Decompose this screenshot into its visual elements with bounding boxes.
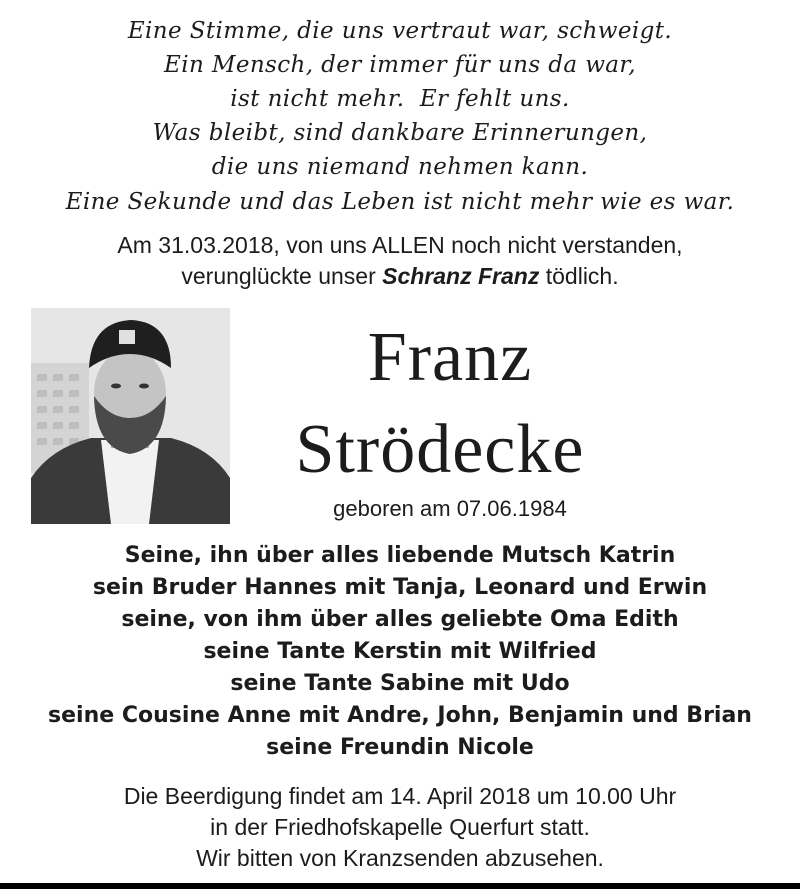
mourner-line: Seine, ihn über alles liebende Mutsch Katrin xyxy=(124,543,676,568)
mourner-line: seine Freundin Nicole xyxy=(266,735,534,760)
portrait-photo xyxy=(31,308,230,524)
memorial-verse xyxy=(0,14,800,184)
verse-line: die uns niemand nehmen kann. xyxy=(211,154,589,180)
verse-line: ist nicht mehr. Er fehlt uns. xyxy=(230,86,570,112)
deceased-first-name: Franz xyxy=(367,319,533,396)
verse-closing: Eine Sekunde und das Leben ist nicht mehr wie es war. xyxy=(65,189,735,215)
birth-date: geboren am 07.06.1984 xyxy=(333,496,567,521)
mourner-line: seine Tante Kerstin mit Wilfried xyxy=(203,639,597,664)
portrait-illustration xyxy=(31,308,230,524)
mourners-list xyxy=(0,540,800,764)
funeral-line: in der Friedhofskapelle Querfurt statt. xyxy=(210,814,590,840)
deceased-last-name: Strödecke xyxy=(295,411,585,488)
mourner-line: seine, von ihm über alles geliebte Oma Edith xyxy=(121,607,679,632)
announcement-line xyxy=(0,261,800,292)
announcement-text: tödlich. xyxy=(539,263,619,289)
death-announcement xyxy=(0,230,800,292)
funeral-line: Die Beerdigung findet am 14. April 2018 um 10.00 Uhr xyxy=(123,783,677,809)
announcement-line: Am 31.03.2018, von uns ALLEN noch nicht verstanden, xyxy=(117,232,683,258)
announcement-text: verunglückte unser xyxy=(181,263,383,289)
funeral-details xyxy=(0,781,800,874)
mourner-line: seine Cousine Anne mit Andre, John, Benjamin und Brian xyxy=(48,703,752,728)
nickname: Schranz Franz xyxy=(382,263,540,289)
bottom-border xyxy=(0,883,800,889)
mourner-line: seine Tante Sabine mit Udo xyxy=(230,671,570,696)
verse-line: Was bleibt, sind dankbare Erinnerungen, xyxy=(152,120,648,146)
mourner-line: sein Bruder Hannes mit Tanja, Leonard und Erwin xyxy=(92,575,708,600)
verse-line: Ein Mensch, der immer für uns da war, xyxy=(164,52,636,78)
verse-line: Eine Stimme, die uns vertraut war, schweigt. xyxy=(127,18,673,44)
funeral-line: Wir bitten von Kranzsenden abzusehen. xyxy=(196,845,604,871)
